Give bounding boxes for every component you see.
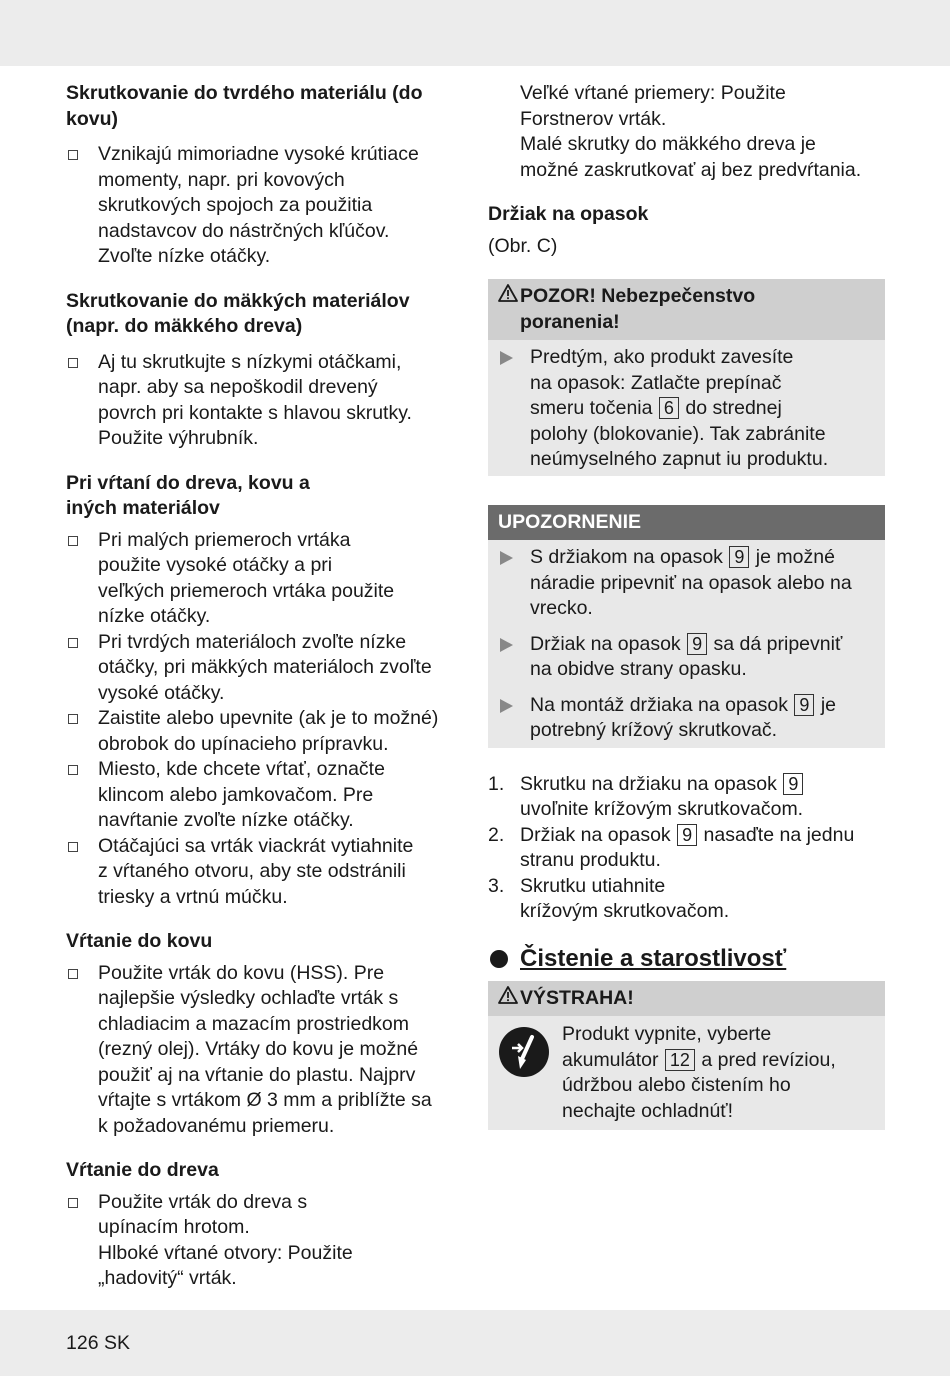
part-number-box: 6: [659, 397, 679, 419]
arrow-bullet-icon: [500, 638, 513, 652]
part-number-box: 9: [783, 773, 803, 795]
section-heading: Držiak na opasok: [488, 203, 649, 225]
note-header: UPOZORNENIE: [488, 505, 885, 541]
part-number-box: 9: [677, 824, 697, 846]
page-number: 126 SK: [66, 1332, 130, 1354]
note-item: Držiak na opasok 9 sa dá pripevniť na obidve strany opasku.: [488, 632, 885, 683]
warning-text: Produkt vypnite, vyberte akumulátor 12 a pred revíziou, údržbou alebo čistením ho nechajte ochladnúť!: [488, 1016, 885, 1130]
warning-header: VÝSTRAHA!: [488, 981, 885, 1017]
bullet-item: Pri malých priemeroch vrtáka použite vysoké otáčky a pri veľkých priemeroch vrtáka použite nízke otáčky.: [66, 528, 466, 630]
bottom-band: [0, 1310, 950, 1376]
part-number-box: 9: [729, 546, 749, 568]
section-heading: Skrutkovanie do tvrdého materiálu (do kovu): [66, 82, 423, 130]
paragraph: Veľké vŕtané priemery: Použite Forstnerov vrták. Malé skrutky do mäkkého dreva je možné zaskrutkovať aj bez predvŕtania.: [520, 82, 862, 181]
note-panel: [488, 505, 885, 748]
warning-panel: [488, 981, 885, 1131]
checkbox-bullet-icon: [68, 842, 78, 852]
paragraph: Hlboké vŕtané otvory: Použite „hadovitý“ vrták.: [98, 1241, 353, 1289]
numbered-step: 2. Držiak na opasok 9 nasaďte na jednu stranu produktu.: [488, 823, 855, 871]
checkbox-bullet-icon: [68, 969, 78, 979]
figure-reference: (Obr. C): [488, 234, 558, 257]
bullet-item: Aj tu skrutkujte s nízkymi otáčkami, napr. aby sa nepoškodil drevený povrch pri kontakte s hlavou skrutky. Použite výhrubník.: [66, 350, 466, 452]
bullet-item: Použite vrták do dreva s upínacím hrotom.: [66, 1190, 466, 1241]
checkbox-bullet-icon: [68, 714, 78, 724]
bullet-item: Vznikajú mimoriadne vysoké krútiace momenty, napr. pri kovových skrutkových spojoch za použitia nadstavcov do nástrčných kľúčov. Zvoľte nízke otáčky.: [66, 142, 466, 270]
caution-item: Predtým, ako produkt zavesíte na opasok: Zatlačte prepínač smeru točenia 6 do strednej polohy (blokovanie). Tak zabránite neúmyselného zapnut iu produktu.: [488, 345, 885, 473]
section-heading: Vŕtanie do kovu: [66, 930, 213, 952]
caution-panel: [488, 279, 885, 476]
unplug-icon: [498, 1026, 550, 1078]
arrow-bullet-icon: [500, 351, 513, 365]
chapter-heading: Čistenie a starostlivosť: [488, 944, 885, 974]
left-column: [66, 81, 466, 1292]
note-item: Na montáž držiaka na opasok 9 je potrebný krížový skrutkovač.: [488, 693, 885, 744]
bullet-dot-icon: [490, 950, 508, 968]
caution-header: POZOR! Nebezpečenstvo poranenia!: [488, 279, 885, 340]
checkbox-bullet-icon: [68, 536, 78, 546]
top-band: [0, 0, 950, 66]
bullet-item: Pri tvrdých materiáloch zvoľte nízke otáčky, pri mäkkých materiáloch zvoľte vysoké otáčky.: [66, 630, 466, 707]
checkbox-bullet-icon: [68, 765, 78, 775]
bullet-item: Otáčajúci sa vrták viackrát vytiahnite z vŕtaného otvoru, aby ste odstránili triesky a vrtnú múčku.: [66, 834, 466, 911]
numbered-step: 3. Skrutku utiahnite krížovým skrutkovačom.: [488, 874, 730, 922]
warning-triangle-icon: [498, 986, 520, 1012]
part-number-box: 9: [687, 633, 707, 655]
checkbox-bullet-icon: [68, 638, 78, 648]
bullet-item: Miesto, kde chcete vŕtať, označte klincom alebo jamkovačom. Pre navŕtanie zvoľte nízke otáčky.: [66, 757, 466, 834]
bullet-item: Zaistite alebo upevnite (ak je to možné) obrobok do upínacieho prípravku.: [66, 706, 466, 757]
section-heading: Vŕtanie do dreva: [66, 1159, 219, 1181]
section-heading: Pri vŕtaní do dreva, kovu a iných materiálov: [66, 471, 310, 519]
warning-triangle-icon: [498, 284, 520, 310]
checkbox-bullet-icon: [68, 358, 78, 368]
arrow-bullet-icon: [500, 699, 513, 713]
checkbox-bullet-icon: [68, 1198, 78, 1208]
numbered-step: 1. Skrutku na držiaku na opasok 9 uvoľnite krížovým skrutkovačom.: [488, 772, 804, 820]
arrow-bullet-icon: [500, 551, 513, 565]
part-number-box: 12: [665, 1049, 695, 1071]
part-number-box: 9: [794, 694, 814, 716]
checkbox-bullet-icon: [68, 150, 78, 160]
bullet-item: Použite vrták do kovu (HSS). Pre najlepšie výsledky ochlaďte vrták s chladiacim a mazacím prostriedkom (rezný olej). Vrtáky do kovu je možné použiť aj na vŕtanie do plastu. Najprv vŕtajte s vrtákom Ø 3 mm a priblížte sa k požadovanému priemeru.: [66, 961, 466, 1140]
right-column: [488, 81, 885, 1130]
note-item: S držiakom na opasok 9 je možné náradie pripevniť na opasok alebo na vrecko.: [488, 545, 885, 622]
section-heading: Skrutkovanie do mäkkých materiálov (napr. do mäkkého dreva): [66, 289, 410, 337]
